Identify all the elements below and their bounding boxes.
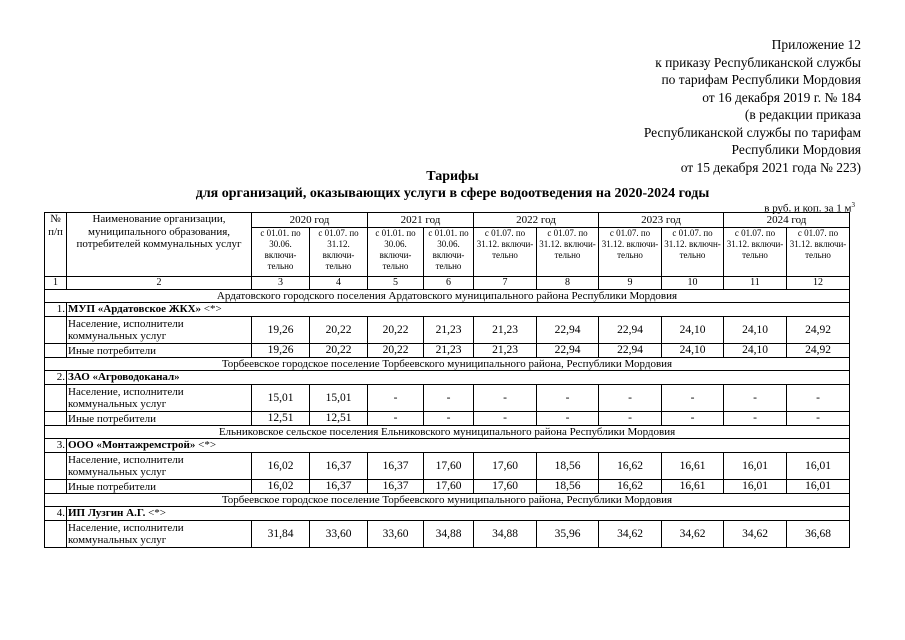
tariff-value: 16,61 xyxy=(662,453,724,480)
column-index: 2 xyxy=(67,277,252,290)
tariff-value: - xyxy=(787,385,850,412)
region-name: Торбеевское городское поселение Торбеевского муниципального района, Республики Мордовия xyxy=(45,358,850,371)
header-year: 2023 год xyxy=(599,213,724,228)
column-index: 3 xyxy=(252,277,310,290)
units-text: в руб. и коп. за 1 м xyxy=(764,202,852,215)
consumer-category: Население, исполнители коммунальных услуг xyxy=(67,385,252,412)
consumer-category: Население, исполнители коммунальных услуг xyxy=(67,521,252,548)
tariff-value: 12,51 xyxy=(310,412,368,426)
region-name: Ельниковское сельское поселения Ельниковского муниципального района Республики Мордовия xyxy=(45,426,850,439)
tariff-value: 16,62 xyxy=(599,480,662,494)
table-body xyxy=(45,290,850,548)
organization-name: ИП Лузгин А.Г. xyxy=(68,507,146,519)
tariff-value: 17,60 xyxy=(474,453,537,480)
organization-note: <*> xyxy=(145,507,166,519)
tariff-value: - xyxy=(724,385,787,412)
organization-note: <*> xyxy=(201,303,222,315)
organization-note: <*> xyxy=(195,439,217,451)
region-name: Торбеевское городское поселение Торбеевского муниципального района, Республики Мордовия xyxy=(45,494,850,507)
tariff-value: 34,62 xyxy=(599,521,662,548)
tariff-value: 31,84 xyxy=(252,521,310,548)
tariff-value: 34,62 xyxy=(724,521,787,548)
tariff-value: - xyxy=(368,385,424,412)
organization-name: ООО «Монтажремстрой» xyxy=(68,439,196,451)
header-period: с 01.07. по 31.12. включи-тельно xyxy=(724,228,787,277)
header-period: с 01.07. по 31.12. включн-тельно xyxy=(662,228,724,277)
table-row xyxy=(45,412,850,426)
column-index: 5 xyxy=(368,277,424,290)
tariff-value: 24,10 xyxy=(662,344,724,358)
region-name: Ардатовского городского поселения Ардатовского муниципального района Республики Мордовия xyxy=(45,290,850,303)
header-year: 2021 год xyxy=(368,213,474,228)
tariff-value: 16,37 xyxy=(368,480,424,494)
appendix-line: Республиканской службы по тарифам xyxy=(643,124,861,140)
column-index: 8 xyxy=(537,277,599,290)
header-period: с 01.07. по 31.12. включи-тельно xyxy=(599,228,662,277)
column-index: 4 xyxy=(310,277,368,290)
appendix-line: от 16 декабря 2019 г. № 184 xyxy=(702,89,861,105)
appendix-line: от 15 декабря 2021 года № 223) xyxy=(680,159,861,175)
tariff-value: 22,94 xyxy=(599,317,662,344)
tariff-value: 18,56 xyxy=(537,453,599,480)
tariff-value: - xyxy=(474,412,537,426)
organization-name: МУП «Ардатовское ЖКХ» xyxy=(68,303,202,315)
tariff-value: 20,22 xyxy=(310,317,368,344)
tariff-value: 19,26 xyxy=(252,317,310,344)
header-period: с 01.07. по 31.12. включи-тельно xyxy=(474,228,537,277)
tariff-value: 20,22 xyxy=(368,317,424,344)
tariff-value: 20,22 xyxy=(310,344,368,358)
organization-number: 3. xyxy=(45,439,67,453)
header-year: 2024 год xyxy=(724,213,850,228)
region-row xyxy=(45,426,850,439)
tariff-value: 22,94 xyxy=(537,317,599,344)
row-number-cell xyxy=(45,521,67,548)
tariff-value: - xyxy=(599,385,662,412)
organization-row xyxy=(45,371,850,385)
tariff-value: - xyxy=(368,412,424,426)
tariff-value: 24,10 xyxy=(662,317,724,344)
consumer-category: Население, исполнители коммунальных услуг xyxy=(67,317,252,344)
organization-row xyxy=(45,303,850,317)
consumer-category: Иные потребители xyxy=(67,412,252,426)
consumer-category: Иные потребители xyxy=(67,480,252,494)
appendix-line: к приказу Республиканской службы xyxy=(655,54,861,70)
units-sup: 3 xyxy=(851,201,855,209)
table-row xyxy=(45,480,850,494)
tariff-value: 34,62 xyxy=(662,521,724,548)
header-period: с 01.07. по 31.12. включи-тельно xyxy=(787,228,850,277)
column-index: 12 xyxy=(787,277,850,290)
title-line-2: для организаций, оказывающих услуги в сфере водоотведения на 2020-2024 годы xyxy=(195,186,710,201)
tariff-value: - xyxy=(424,385,474,412)
tariff-value: 24,92 xyxy=(787,344,850,358)
organization-name-cell xyxy=(67,507,850,521)
organization-row xyxy=(45,439,850,453)
header-period: с 01.07. по 31.12. включи-тельно xyxy=(310,228,368,277)
tariff-value: 18,56 xyxy=(537,480,599,494)
document-title xyxy=(0,168,905,202)
tariff-value: - xyxy=(537,385,599,412)
tariff-value: 16,61 xyxy=(662,480,724,494)
tariff-value: 33,60 xyxy=(368,521,424,548)
organization-row xyxy=(45,507,850,521)
organization-number: 1. xyxy=(45,303,67,317)
tariff-value: 16,01 xyxy=(724,453,787,480)
tariff-value: 15,01 xyxy=(252,385,310,412)
header-period: с 01.01. по 30.06. включи-тельно xyxy=(252,228,310,277)
tariff-value: 22,94 xyxy=(537,344,599,358)
tariff-value: 22,94 xyxy=(599,344,662,358)
tariff-value: 20,22 xyxy=(368,344,424,358)
column-index: 9 xyxy=(599,277,662,290)
organization-name-cell xyxy=(67,371,850,385)
tariff-value: - xyxy=(537,412,599,426)
organization-number: 4. xyxy=(45,507,67,521)
tariff-value: 16,37 xyxy=(368,453,424,480)
column-index: 7 xyxy=(474,277,537,290)
tariff-value: 16,01 xyxy=(724,480,787,494)
column-index: 6 xyxy=(424,277,474,290)
tariff-value: 16,62 xyxy=(599,453,662,480)
tariff-value: 16,01 xyxy=(787,480,850,494)
row-number-cell xyxy=(45,480,67,494)
tariff-value: - xyxy=(662,412,724,426)
tariff-value: 33,60 xyxy=(310,521,368,548)
consumer-category: Иные потребители xyxy=(67,344,252,358)
tariff-value: 24,92 xyxy=(787,317,850,344)
header-number: № п/п xyxy=(45,213,67,277)
header-name: Наименование организации, муниципального образования, потребителей коммунальных услуг xyxy=(67,213,252,277)
tariff-value: 21,23 xyxy=(474,317,537,344)
organization-name: ЗАО «Агроводоканал» xyxy=(68,371,180,383)
tariff-value: 21,23 xyxy=(474,344,537,358)
table-row xyxy=(45,521,850,548)
header-year: 2022 год xyxy=(474,213,599,228)
appendix-line: Республики Мордовия xyxy=(731,142,861,157)
tariff-table xyxy=(44,212,850,548)
organization-number: 2. xyxy=(45,371,67,385)
tariff-value: 24,10 xyxy=(724,344,787,358)
organization-name-cell xyxy=(67,439,850,453)
table-row xyxy=(45,317,850,344)
tariff-value: 34,88 xyxy=(474,521,537,548)
tariff-value: - xyxy=(724,412,787,426)
header-period: с 01.01. по 30.06. включи-тельно xyxy=(368,228,424,277)
table-row xyxy=(45,344,850,358)
row-number-cell xyxy=(45,317,67,344)
tariff-value: 36,68 xyxy=(787,521,850,548)
region-row xyxy=(45,494,850,507)
tariff-value: 17,60 xyxy=(474,480,537,494)
tariff-value: 15,01 xyxy=(310,385,368,412)
table-header xyxy=(45,213,850,290)
tariff-value: 16,37 xyxy=(310,480,368,494)
row-number-cell xyxy=(45,385,67,412)
appendix-header xyxy=(644,36,861,176)
column-index: 1 xyxy=(45,277,67,290)
appendix-line: (в редакции приказа xyxy=(744,107,861,122)
column-index-row xyxy=(45,277,850,290)
column-index: 11 xyxy=(724,277,787,290)
region-row xyxy=(45,358,850,371)
header-year: 2020 год xyxy=(252,213,368,228)
table-row xyxy=(45,385,850,412)
tariff-value: - xyxy=(599,412,662,426)
tariff-value: 19,26 xyxy=(252,344,310,358)
tariff-value: - xyxy=(787,412,850,426)
tariff-value: - xyxy=(662,385,724,412)
tariff-value: 16,01 xyxy=(787,453,850,480)
tariff-value: 17,60 xyxy=(424,453,474,480)
title-line-1: Тарифы xyxy=(426,169,479,184)
tariff-value: 17,60 xyxy=(424,480,474,494)
consumer-category: Население, исполнители коммунальных услуг xyxy=(67,453,252,480)
tariff-value: 12,51 xyxy=(252,412,310,426)
organization-name-cell xyxy=(67,303,850,317)
tariff-value: 16,02 xyxy=(252,453,310,480)
row-number-cell xyxy=(45,344,67,358)
appendix-line: Приложение 12 xyxy=(771,37,861,52)
tariff-value: - xyxy=(424,412,474,426)
table-row xyxy=(45,453,850,480)
tariff-value: 35,96 xyxy=(537,521,599,548)
header-period: с 01.07. по 31.12. включи-тельно xyxy=(537,228,599,277)
row-number-cell xyxy=(45,412,67,426)
tariff-value: 24,10 xyxy=(724,317,787,344)
region-row xyxy=(45,290,850,303)
tariff-value: - xyxy=(474,385,537,412)
header-period: с 01.01. по 30.06. включи-тельно xyxy=(424,228,474,277)
tariff-value: 21,23 xyxy=(424,344,474,358)
appendix-line: по тарифам Республики Мордовия xyxy=(661,72,861,87)
tariff-value: 34,88 xyxy=(424,521,474,548)
column-index: 10 xyxy=(662,277,724,290)
tariff-value: 16,37 xyxy=(310,453,368,480)
row-number-cell xyxy=(45,453,67,480)
tariff-value: 16,02 xyxy=(252,480,310,494)
tariff-value: 21,23 xyxy=(424,317,474,344)
